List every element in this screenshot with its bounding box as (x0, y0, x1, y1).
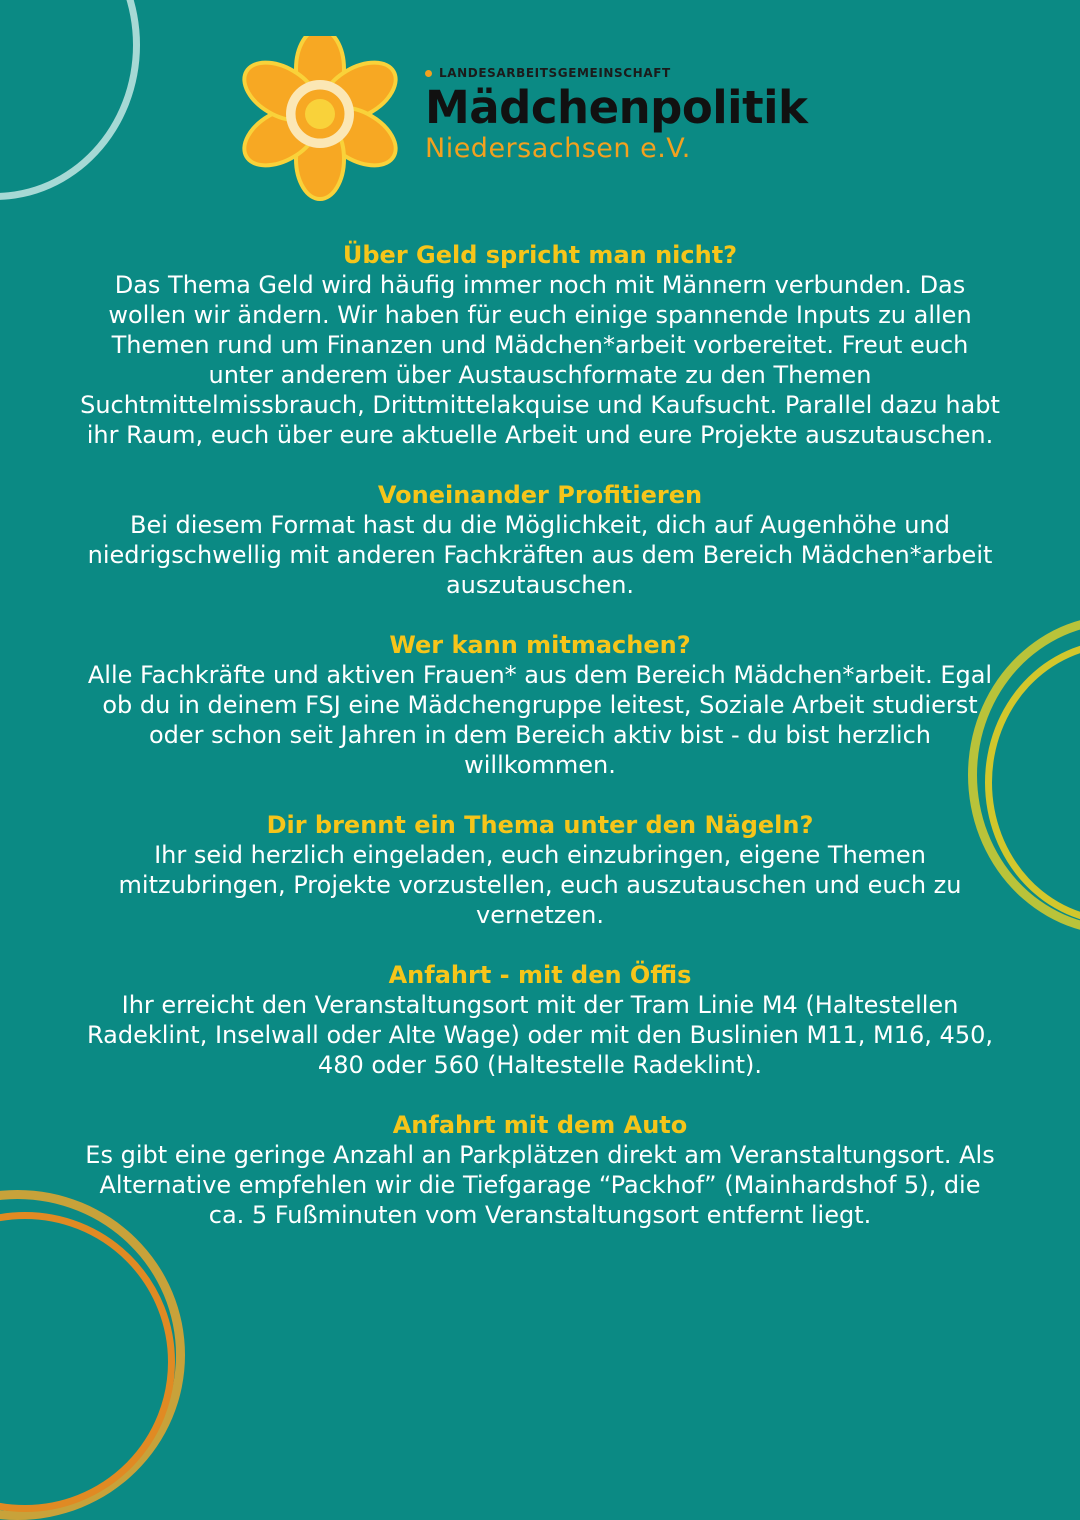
section-oeffis (80, 960, 1000, 1080)
bullet-dot-icon (425, 70, 432, 77)
section-body: Alle Fachkräfte und aktiven Frauen* aus dem Bereich Mädchen*arbeit. Egal ob du in deinem FSJ eine Mädchengruppe leitest, Soziale Arbeit studierst oder schon seit Jahren in dem Bereich aktiv bist - du bist herzlich willkommen. (87, 661, 993, 779)
section-heading: Anfahrt mit dem Auto (392, 1111, 688, 1139)
section-profitieren (80, 480, 1000, 600)
section-heading: Anfahrt - mit den Öffis (388, 961, 692, 989)
section-body: Es gibt eine geringe Anzahl an Parkplätzen direkt am Veranstaltungsort. Als Alternative empfehlen wir die Tiefgarage “Packhof” (Mainhardshof 5), die ca. 5 Fußminuten vom Veranstaltungsort entfernt liegt. (85, 1141, 995, 1229)
org-label: LANDESARBEITSGEMEINSCHAFT (439, 66, 671, 80)
brand-subtitle: Niedersachsen e.V. (425, 133, 691, 164)
section-heading: Wer kann mitmachen? (389, 631, 691, 659)
decorative-ring-top-left (0, 0, 140, 200)
section-thema (80, 810, 1000, 930)
brand-name: Mädchenpolitik (425, 81, 808, 134)
logo-header (230, 36, 870, 201)
section-heading: Dir brennt ein Thema unter den Nägeln? (266, 811, 814, 839)
section-body: Bei diesem Format hast du die Möglichkeit, dich auf Augenhöhe und niedrigschwellig mit anderen Fachkräften aus dem Bereich Mädchen*arbeit auszutauschen. (87, 511, 993, 599)
section-heading: Voneinander Profitieren (377, 481, 703, 509)
logo-text (425, 64, 875, 164)
section-body: Ihr seid herzlich eingeladen, euch einzubringen, eigene Themen mitzubringen, Projekte vorzustellen, euch auszutauschen und euch zu vernetzen. (118, 841, 962, 929)
section-body: Das Thema Geld wird häufig immer noch mit Männern verbunden. Das wollen wir ändern. Wir haben für euch einige spannende Inputs zu allen Themen rund um Finanzen und Mädchen*arbeit vorbereitet. Freut euch unter anderem über Austauschformate zu den Themen Suchtmittelmissbrauch, Drittmittelakquise und Kaufsucht. Parallel dazu habt ihr Raum, euch über eure aktuelle Arbeit und eure Projekte auszutauschen. (80, 271, 1000, 449)
section-geld (80, 240, 1000, 450)
section-heading: Über Geld spricht man nicht? (342, 241, 738, 269)
section-body: Ihr erreicht den Veranstaltungsort mit der Tram Linie M4 (Haltestellen Radeklint, Inselwall oder Alte Wage) oder mit den Buslinien M11, M16, 450, 480 oder 560 (Haltestelle Radeklint). (86, 991, 993, 1079)
info-content (80, 240, 1000, 1260)
section-mitmachen (80, 630, 1000, 780)
org-label-row (425, 64, 875, 82)
daffodil-flower-icon (230, 36, 410, 201)
section-auto (80, 1110, 1000, 1230)
